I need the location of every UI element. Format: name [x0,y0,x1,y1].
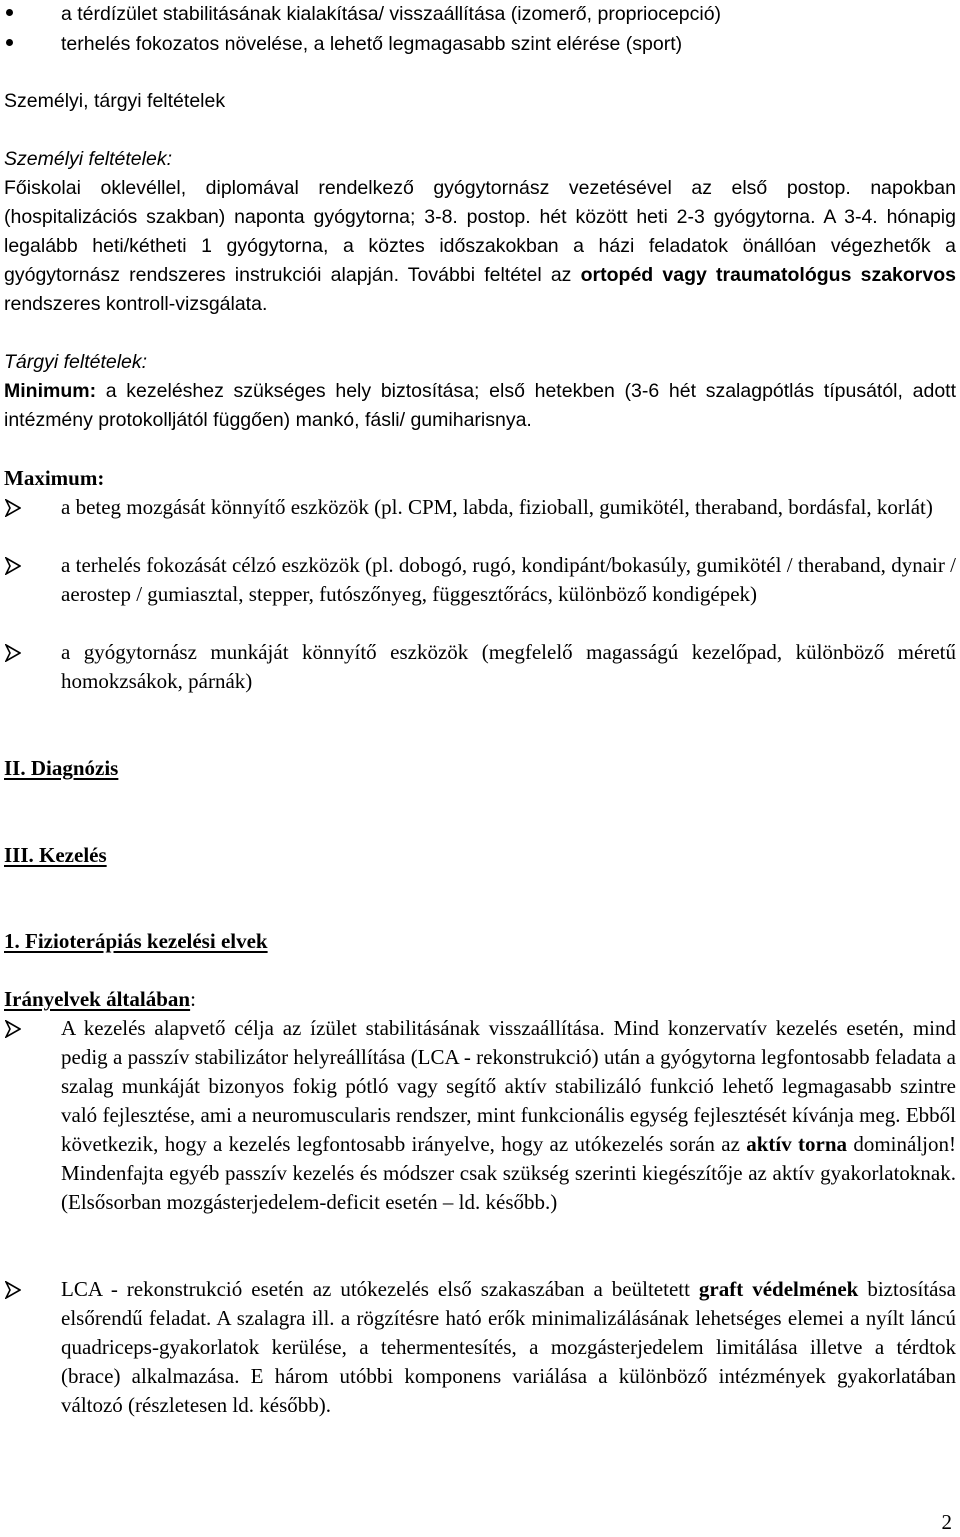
arrow-bullet-icon [4,638,60,667]
personal-text-a: Főiskolai oklevéllel, diplomával rendelkező gyógytornász vezetésével az első postop. napokban (hospitalizációs szakban) naponta gyógytorna; 3-8. postop. hét között heti 2-3 gyógytorna. [4,177,956,228]
list-item: a terhelés fokozását célzó eszközök (pl. dobogó, rugó, kondipánt/bokasúly, gumikötél / theraband, dynair / aerostep / gumiasztal, stepper, futószőnyeg, függesztőrács, különböző kondigépek) [4,551,956,609]
document-page [4,0,956,1537]
list-item: terhelés fokozatos növelése, a lehető legmagasabb szint elérése (sport) [4,30,956,59]
personal-text-b: A 3-4. hónapig legalább heti/kétheti 1 gyógytorna, a köztes időszakokban a házi feladatok önállóan végezhetők a gyógytornász rendszeres instrukciói alapján. További feltétel az [4,206,956,286]
list-item: a beteg mozgását könnyítő eszközök (pl. CPM, labda, fizioball, gumikötél, theraband, bordásfal, korlát) [4,493,956,522]
section-heading-physiotherapy: 1. Fizioterápiás kezelési elvek [4,929,268,953]
material-heading: Tárgyi feltételek: [4,351,148,373]
arrow-bullet-icon [4,551,60,580]
bullet-dot-icon [4,0,60,29]
minimum-label: Minimum: [4,380,97,402]
list-item: a gyógytornász munkáját könnyítő eszközök (megfelelő magasságú kezelőpad, különböző méretű homokzsákok, párnák) [4,638,956,696]
section-heading-personal-material: Személyi, tárgyi feltételek [4,90,226,112]
guidelines-heading: Irányelvek általában: [4,987,196,1011]
arrow-bullet-icon [4,1275,60,1304]
list-item: LCA - rekonstrukció esetén az utókezelés első szakaszában a beültetett graft védelmének biztosítása elsőrendű feladat. A szalagra ill. a rögzítésre ható erők minimalizálásának lehetséges elemei a nyílt láncú quadriceps-gyakorlatok kerülése, a tehermentesítés, a mozgásterjedelem limitálása illetve a térdtok (brace) alkalmazása. E három utóbbi komponens variálása a különböző intézmények gyakorlatában változó (részletesen ld. később). [4,1275,956,1420]
maximum-label: Maximum: [4,466,105,490]
section-heading-treatment: III. Kezelés [4,843,107,867]
minimum-paragraph [4,377,956,435]
bullet-dot-icon [4,30,60,59]
personal-heading: Személyi feltételek: [4,148,172,170]
minimum-text: a kezeléshez szükséges hely biztosítása; első hetekben (3-6 hét szalagpótlás típusától, adott intézmény protokolljától függően) mankó, fásli/ gumiharisnya. [4,380,956,431]
list-item: A kezelés alapvető célja az ízület stabilitásának visszaállítása. Mind konzervatív kezelés esetén, mind pedig a passzív stabilizátor helyreállítása (LCA - rekonstrukció) után a gyógytorna legfontosabb feladata a szalag munkáját bizonyos fokig pótló vagy segítő aktív stabilizáló funkció lehető legmagasabb szintre való fejlesztése, ami a neuromuscularis rendszer, mint funkcionális egység fejlesztését kívánja meg. Ebből következik, hogy a kezelés legfontosabb irányelve, hogy az utókezelés során az aktív torna domináljon! Mindenfajta egyéb passzív kezelés és módszer csak szükség szerinti kiegészítője az aktív gyakorlatoknak. (Elsősorban mozgásterjedelem-deficit esetén – ld. később.) [4,1014,956,1217]
page-number: 2 [941,1510,952,1534]
arrow-bullet-icon [4,493,60,522]
personal-text-end: rendszeres kontroll-vizsgálata. [4,293,268,315]
list-item: a térdízület stabilitásának kialakítása/ visszaállítása (izomerő, propriocepció) [4,0,956,29]
personal-paragraph [4,174,956,319]
arrow-bullet-icon [4,1014,60,1043]
personal-text-bold: ortopéd vagy traumatológus szakorvos [580,264,956,286]
section-heading-diagnosis: II. Diagnózis [4,756,119,780]
